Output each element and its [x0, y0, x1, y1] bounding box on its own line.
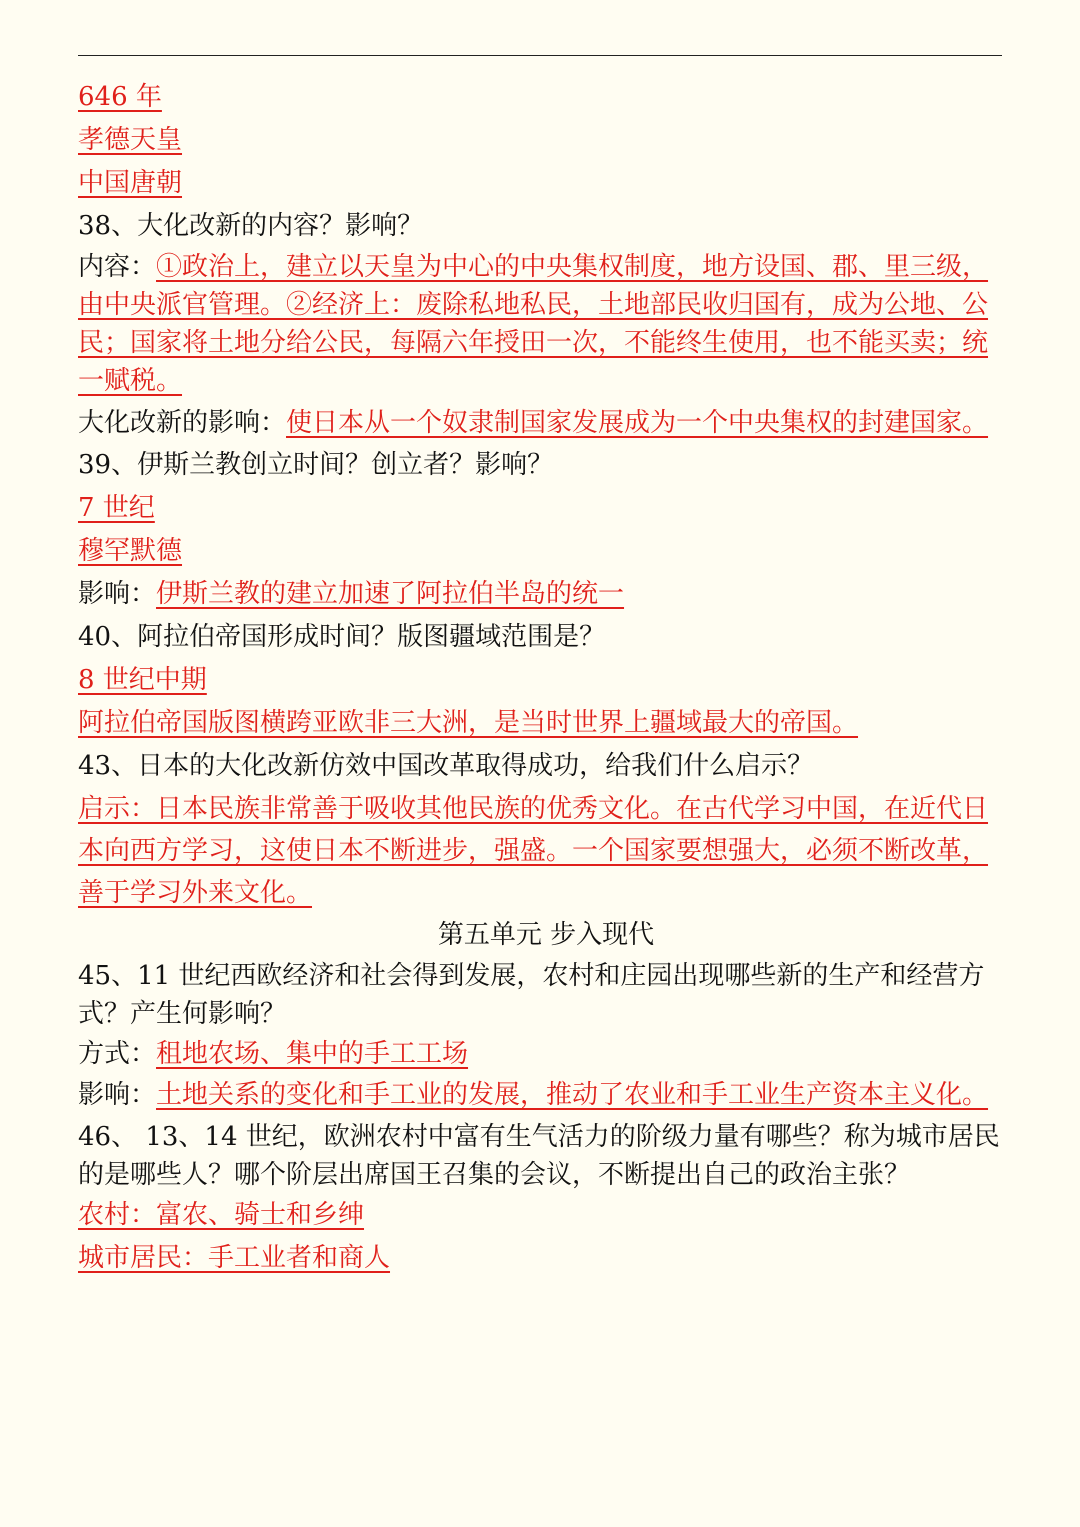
q43-answer: 启示：日本民族非常善于吸收其他民族的优秀文化。在古代学习中国，在近代日本向西方学习，这使日本不断进步，强盛。一个国家要想强大，必须不断改革，善于学习外来文化。 — [78, 794, 989, 908]
q39-impact-answer: 伊斯兰教的建立加速了阿拉伯半岛的统一 — [156, 579, 625, 609]
question-39: 39、伊斯兰教创立时间？创立者？影响？ — [78, 450, 554, 480]
q45-impact-label: 影响： — [78, 1080, 157, 1110]
question-40: 40、阿拉伯帝国形成时间？版图疆域范围是？ — [78, 622, 606, 652]
q45-way-answer: 租地农场、集中的手工工场 — [156, 1039, 469, 1069]
question-45: 45、11 世纪西欧经济和社会得到发展，农村和庄园出现哪些新的生产和经营方式？产生何影响？ — [78, 961, 985, 1029]
q43-answer-block — [78, 788, 1004, 914]
q38-impact-answer: 使日本从一个奴隶制国家发展成为一个中央集权的封建国家。 — [286, 408, 989, 438]
q38-impact — [78, 404, 1004, 442]
document-body — [78, 76, 1004, 1280]
question-43: 43、日本的大化改新仿效中国改革取得成功，给我们什么启示？ — [78, 751, 814, 781]
answer-tang: 中国唐朝 — [78, 168, 183, 198]
q45-impact-answer: 土地关系的变化和手工业的发展，推动了农业和手工业生产资本主义化。 — [156, 1080, 989, 1110]
unit-title: 第五单元 步入现代 — [437, 920, 655, 950]
q45-impact — [78, 1076, 1004, 1114]
answer-646: 646 年 — [78, 82, 162, 112]
q45-way — [78, 1033, 1004, 1076]
q38-content-answer: ①政治上，建立以天皇为中心的中央集权制度，地方设国、郡、里三级，由中央派官管理。②经济上：废除私地私民，土地部民收归国有，成为公地、公民；国家将土地分给公民，每隔六年授田一次，不能终生使用，也不能买卖；统一赋税。 — [78, 252, 989, 396]
q38-content-label: 内容： — [78, 252, 157, 282]
q38-impact-label: 大化改新的影响： — [78, 408, 287, 438]
answer-rural: 农村：富农、骑士和乡绅 — [78, 1200, 365, 1230]
top-rule — [78, 55, 1002, 56]
question-46: 46、 13、14 世纪，欧洲农村中富有生气活力的阶级力量有哪些？称为城市居民的是哪些人？哪个阶层出席国王召集的会议，不断提出自己的政治主张？ — [78, 1122, 1000, 1190]
answer-8th-century: 8 世纪中期 — [78, 665, 207, 695]
answer-arab-empire: 阿拉伯帝国版图横跨亚欧非三大洲，是当时世界上疆域最大的帝国。 — [78, 708, 859, 738]
answer-muhammad: 穆罕默德 — [78, 536, 183, 566]
question-38: 38、大化改新的内容？影响？ — [78, 211, 424, 241]
answer-urban: 城市居民：手工业者和商人 — [78, 1243, 391, 1273]
q38-content — [78, 248, 1004, 400]
q45-way-label: 方式： — [78, 1039, 157, 1069]
q39-impact — [78, 573, 1004, 616]
q39-impact-label: 影响： — [78, 579, 157, 609]
answer-7th-century: 7 世纪 — [78, 493, 155, 523]
answer-emperor: 孝德天皇 — [78, 125, 183, 155]
